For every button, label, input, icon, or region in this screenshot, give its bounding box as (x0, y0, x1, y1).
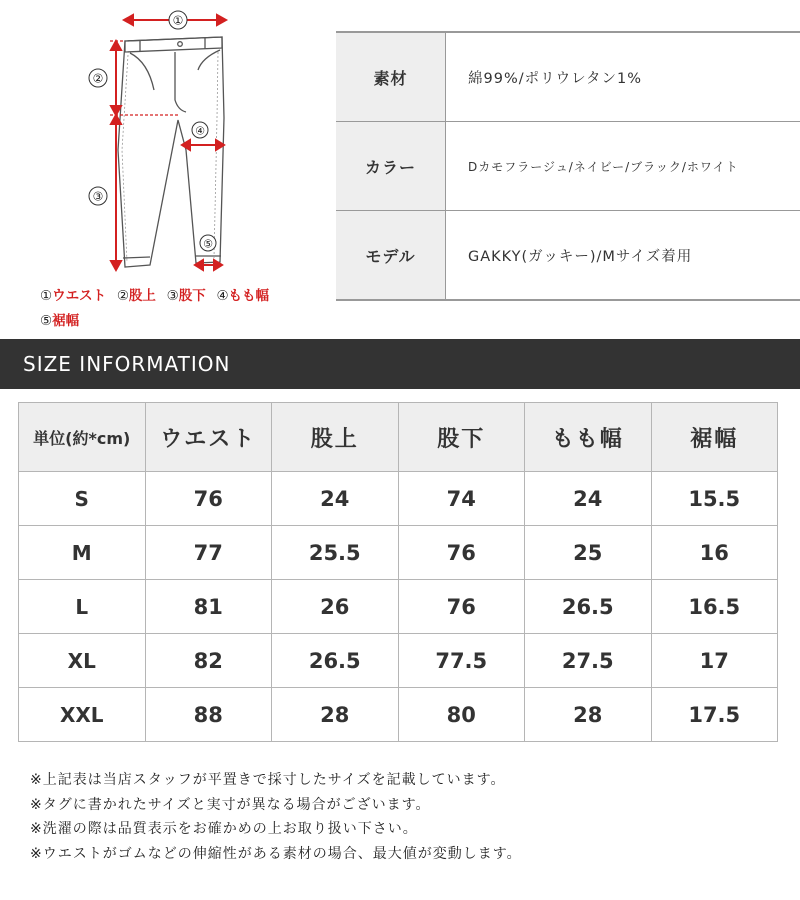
table-cell: 76 (145, 472, 272, 526)
size-table (18, 402, 778, 742)
marker-4: ④ (195, 124, 205, 138)
table-cell: 17 (651, 634, 778, 688)
table-cell: 77 (145, 526, 272, 580)
table-cell: 80 (398, 688, 525, 742)
table-cell: 17.5 (651, 688, 778, 742)
table-cell: 26.5 (525, 580, 652, 634)
size-label: XL (19, 634, 146, 688)
header-waist: ウエスト (145, 403, 272, 472)
spec-value: GAKKY(ガッキー)/Mサイズ着用 (468, 248, 693, 265)
note-line: ※洗濯の際は品質表示をお確かめの上お取り扱い下さい。 (30, 821, 418, 837)
table-cell: 77.5 (398, 634, 525, 688)
legend-inseam: ③股下 (166, 288, 206, 304)
pants-illustration (0, 0, 330, 285)
spec-label: モデル (336, 211, 446, 299)
table-cell: 24 (272, 472, 399, 526)
table-cell: 26.5 (272, 634, 399, 688)
marker-2: ② (92, 71, 104, 86)
size-label: M (19, 526, 146, 580)
note-line: ※上記表は当店スタッフが平置きで採寸したサイズを記載しています。 (30, 772, 506, 788)
table-cell: 28 (272, 688, 399, 742)
marker-5: ⑤ (203, 237, 213, 251)
spec-row-color (336, 122, 800, 211)
legend-thigh: ④もも幅 (216, 288, 270, 304)
spec-value: 綿99%/ポリウレタン1% (468, 70, 643, 87)
table-cell: 82 (145, 634, 272, 688)
table-cell: 81 (145, 580, 272, 634)
size-label: S (19, 472, 146, 526)
size-label: L (19, 580, 146, 634)
spec-value: Dカモフラージュ/ネイビー/ブラック/ホワイト (468, 159, 739, 174)
table-cell: 25.5 (272, 526, 399, 580)
table-row (19, 688, 778, 742)
note-line: ※ウエストがゴムなどの伸縮性がある素材の場合、最大値が変動します。 (30, 845, 522, 862)
table-cell: 16.5 (651, 580, 778, 634)
notes (30, 768, 522, 866)
table-row (19, 634, 778, 688)
marker-1: ① (172, 13, 184, 28)
table-cell: 15.5 (651, 472, 778, 526)
table-cell: 16 (651, 526, 778, 580)
header-unit: 単位(約*cm) (19, 403, 146, 472)
legend-rise: ②股上 (116, 288, 156, 304)
note-line: ※タグに書かれたサイズと実寸が異なる場合がございます。 (30, 796, 431, 813)
spec-label: カラー (336, 122, 446, 210)
measurement-diagram (0, 0, 330, 335)
legend-hem: ⑤裾幅 (40, 313, 80, 329)
marker-3: ③ (92, 189, 104, 204)
size-table-header (19, 403, 778, 472)
spec-label: 素材 (336, 33, 446, 121)
measurement-legend (40, 284, 275, 334)
table-cell: 74 (398, 472, 525, 526)
header-rise: 股上 (272, 403, 399, 472)
spec-row-material (336, 33, 800, 122)
header-inseam: 股下 (398, 403, 525, 472)
size-information-heading: SIZE INFORMATION (0, 339, 800, 389)
table-row (19, 472, 778, 526)
table-cell: 76 (398, 526, 525, 580)
header-thigh: もも幅 (525, 403, 652, 472)
table-cell: 24 (525, 472, 652, 526)
header-hem: 裾幅 (651, 403, 778, 472)
table-row (19, 580, 778, 634)
table-cell: 26 (272, 580, 399, 634)
table-row (19, 526, 778, 580)
legend-waist: ①ウエスト (40, 288, 107, 304)
table-cell: 88 (145, 688, 272, 742)
table-cell: 25 (525, 526, 652, 580)
spec-table (336, 31, 800, 301)
size-label: XXL (19, 688, 146, 742)
spec-row-model (336, 211, 800, 299)
table-cell: 28 (525, 688, 652, 742)
table-cell: 27.5 (525, 634, 652, 688)
table-cell: 76 (398, 580, 525, 634)
